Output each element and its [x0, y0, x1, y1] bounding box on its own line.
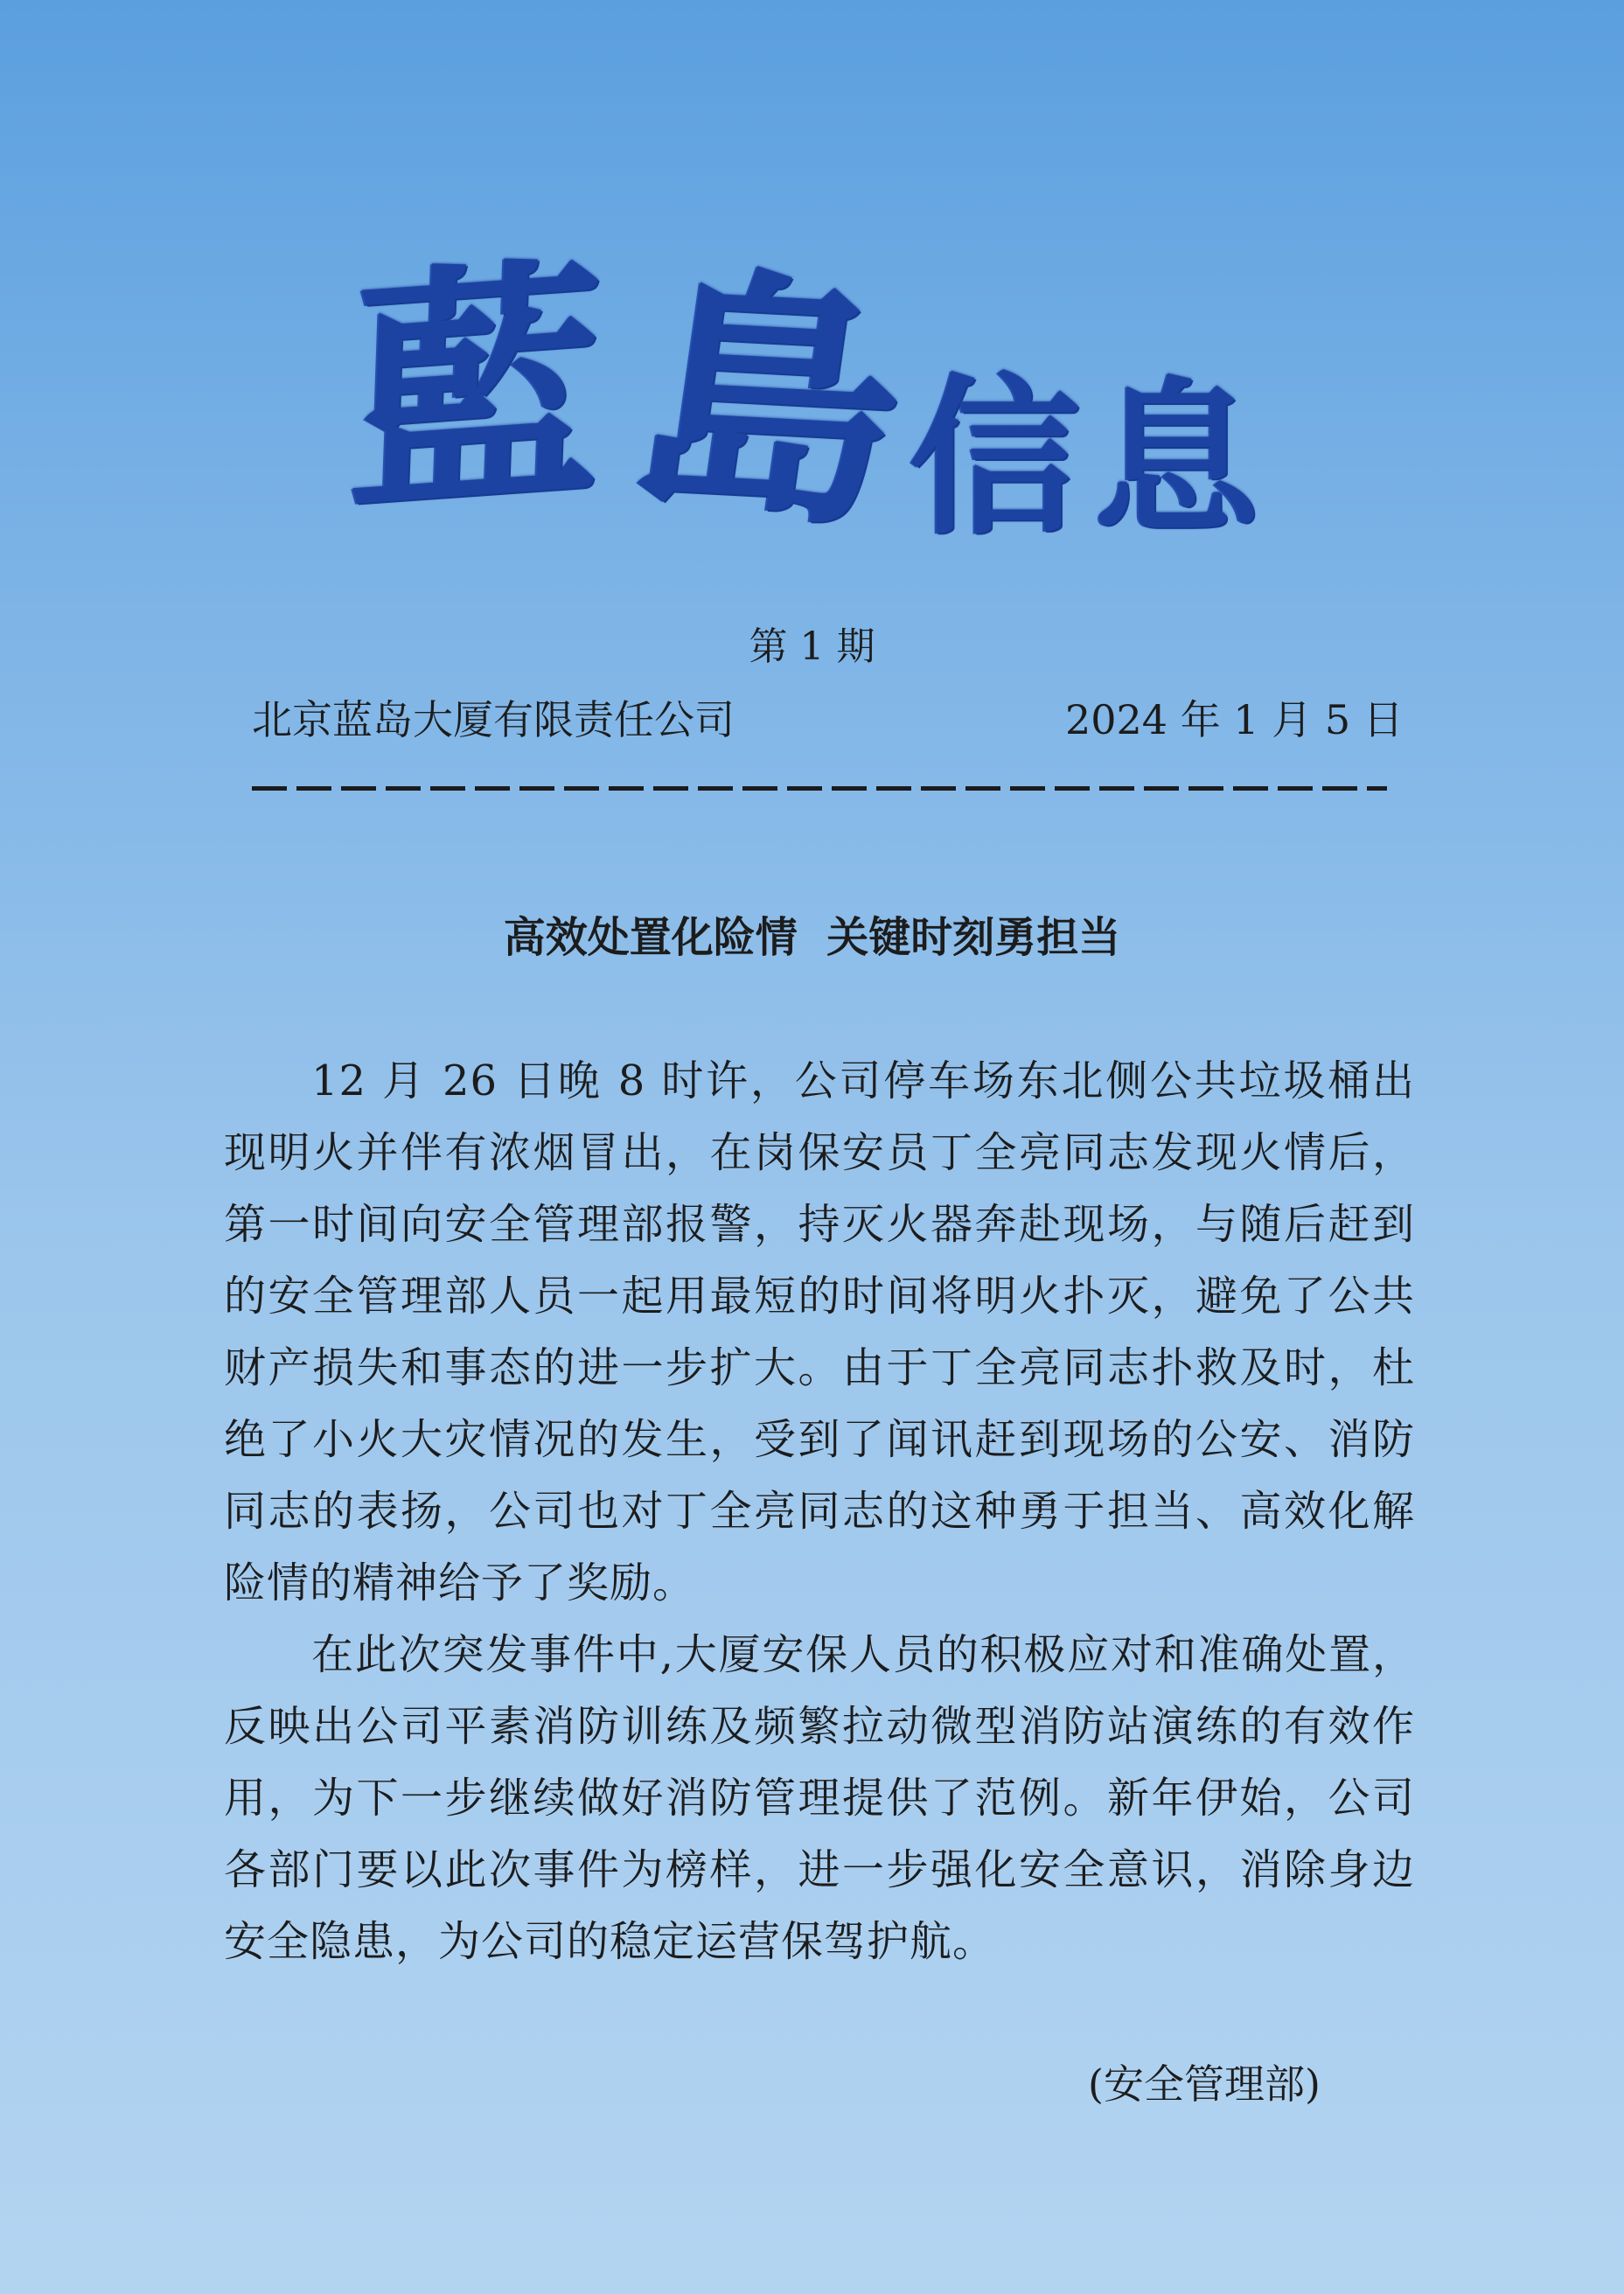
article-paragraph: 在此次突发事件中,大厦安保人员的积极应对和准确处置，反映出公司平素消防训练及频繁拉动微型消防站演练的有效作用，为下一步继续做好消防管理提供了范例。新年伊始，公司各部门要以此次事件为榜样，进一步强化安全意识，消除身边安全隐患，为公司的稳定运营保驾护航。 [224, 1630, 1415, 1966]
masthead-logo [345, 231, 1286, 562]
article-signature: (安全管理部) [1088, 2060, 1321, 2108]
masthead-logo-char: 島 [617, 241, 923, 562]
masthead-title-char: 息 [1093, 361, 1260, 556]
issue-number: 第 1 期 [749, 624, 875, 669]
article-headline: 高效处置化险情 关键时刻勇担当 [503, 913, 1121, 962]
article-body [224, 1045, 1415, 1977]
article-paragraph: 12 月 26 日晚 8 时许，公司停车场东北侧公共垃圾桶出现明火并伴有浓烟冒出，在岗保安员丁全亮同志发现火情后，第一时间向安全管理部报警，持灭火器奔赴现场，与随后赶到的安全管理部人员一起用最短的时间将明火扑灭，避免了公共财产损失和事态的进一步扩大。由于丁全亮同志扑救及时，杜绝了小火大灾情况的发生，受到了闻讯赶到现场的公安、消防同志的表扬，公司也对丁全亮同志的这种勇于担当、高效化解险情的精神给予了奖励。 [224, 1056, 1415, 1607]
issue-date: 2024 年 1 月 5 日 [1065, 696, 1404, 743]
issuer-name: 北京蓝岛大厦有限责任公司 [252, 696, 735, 743]
masthead-logo-char: 藍 [345, 231, 609, 547]
header-divider [252, 786, 1387, 791]
masthead-title-char: 信 [910, 357, 1080, 557]
